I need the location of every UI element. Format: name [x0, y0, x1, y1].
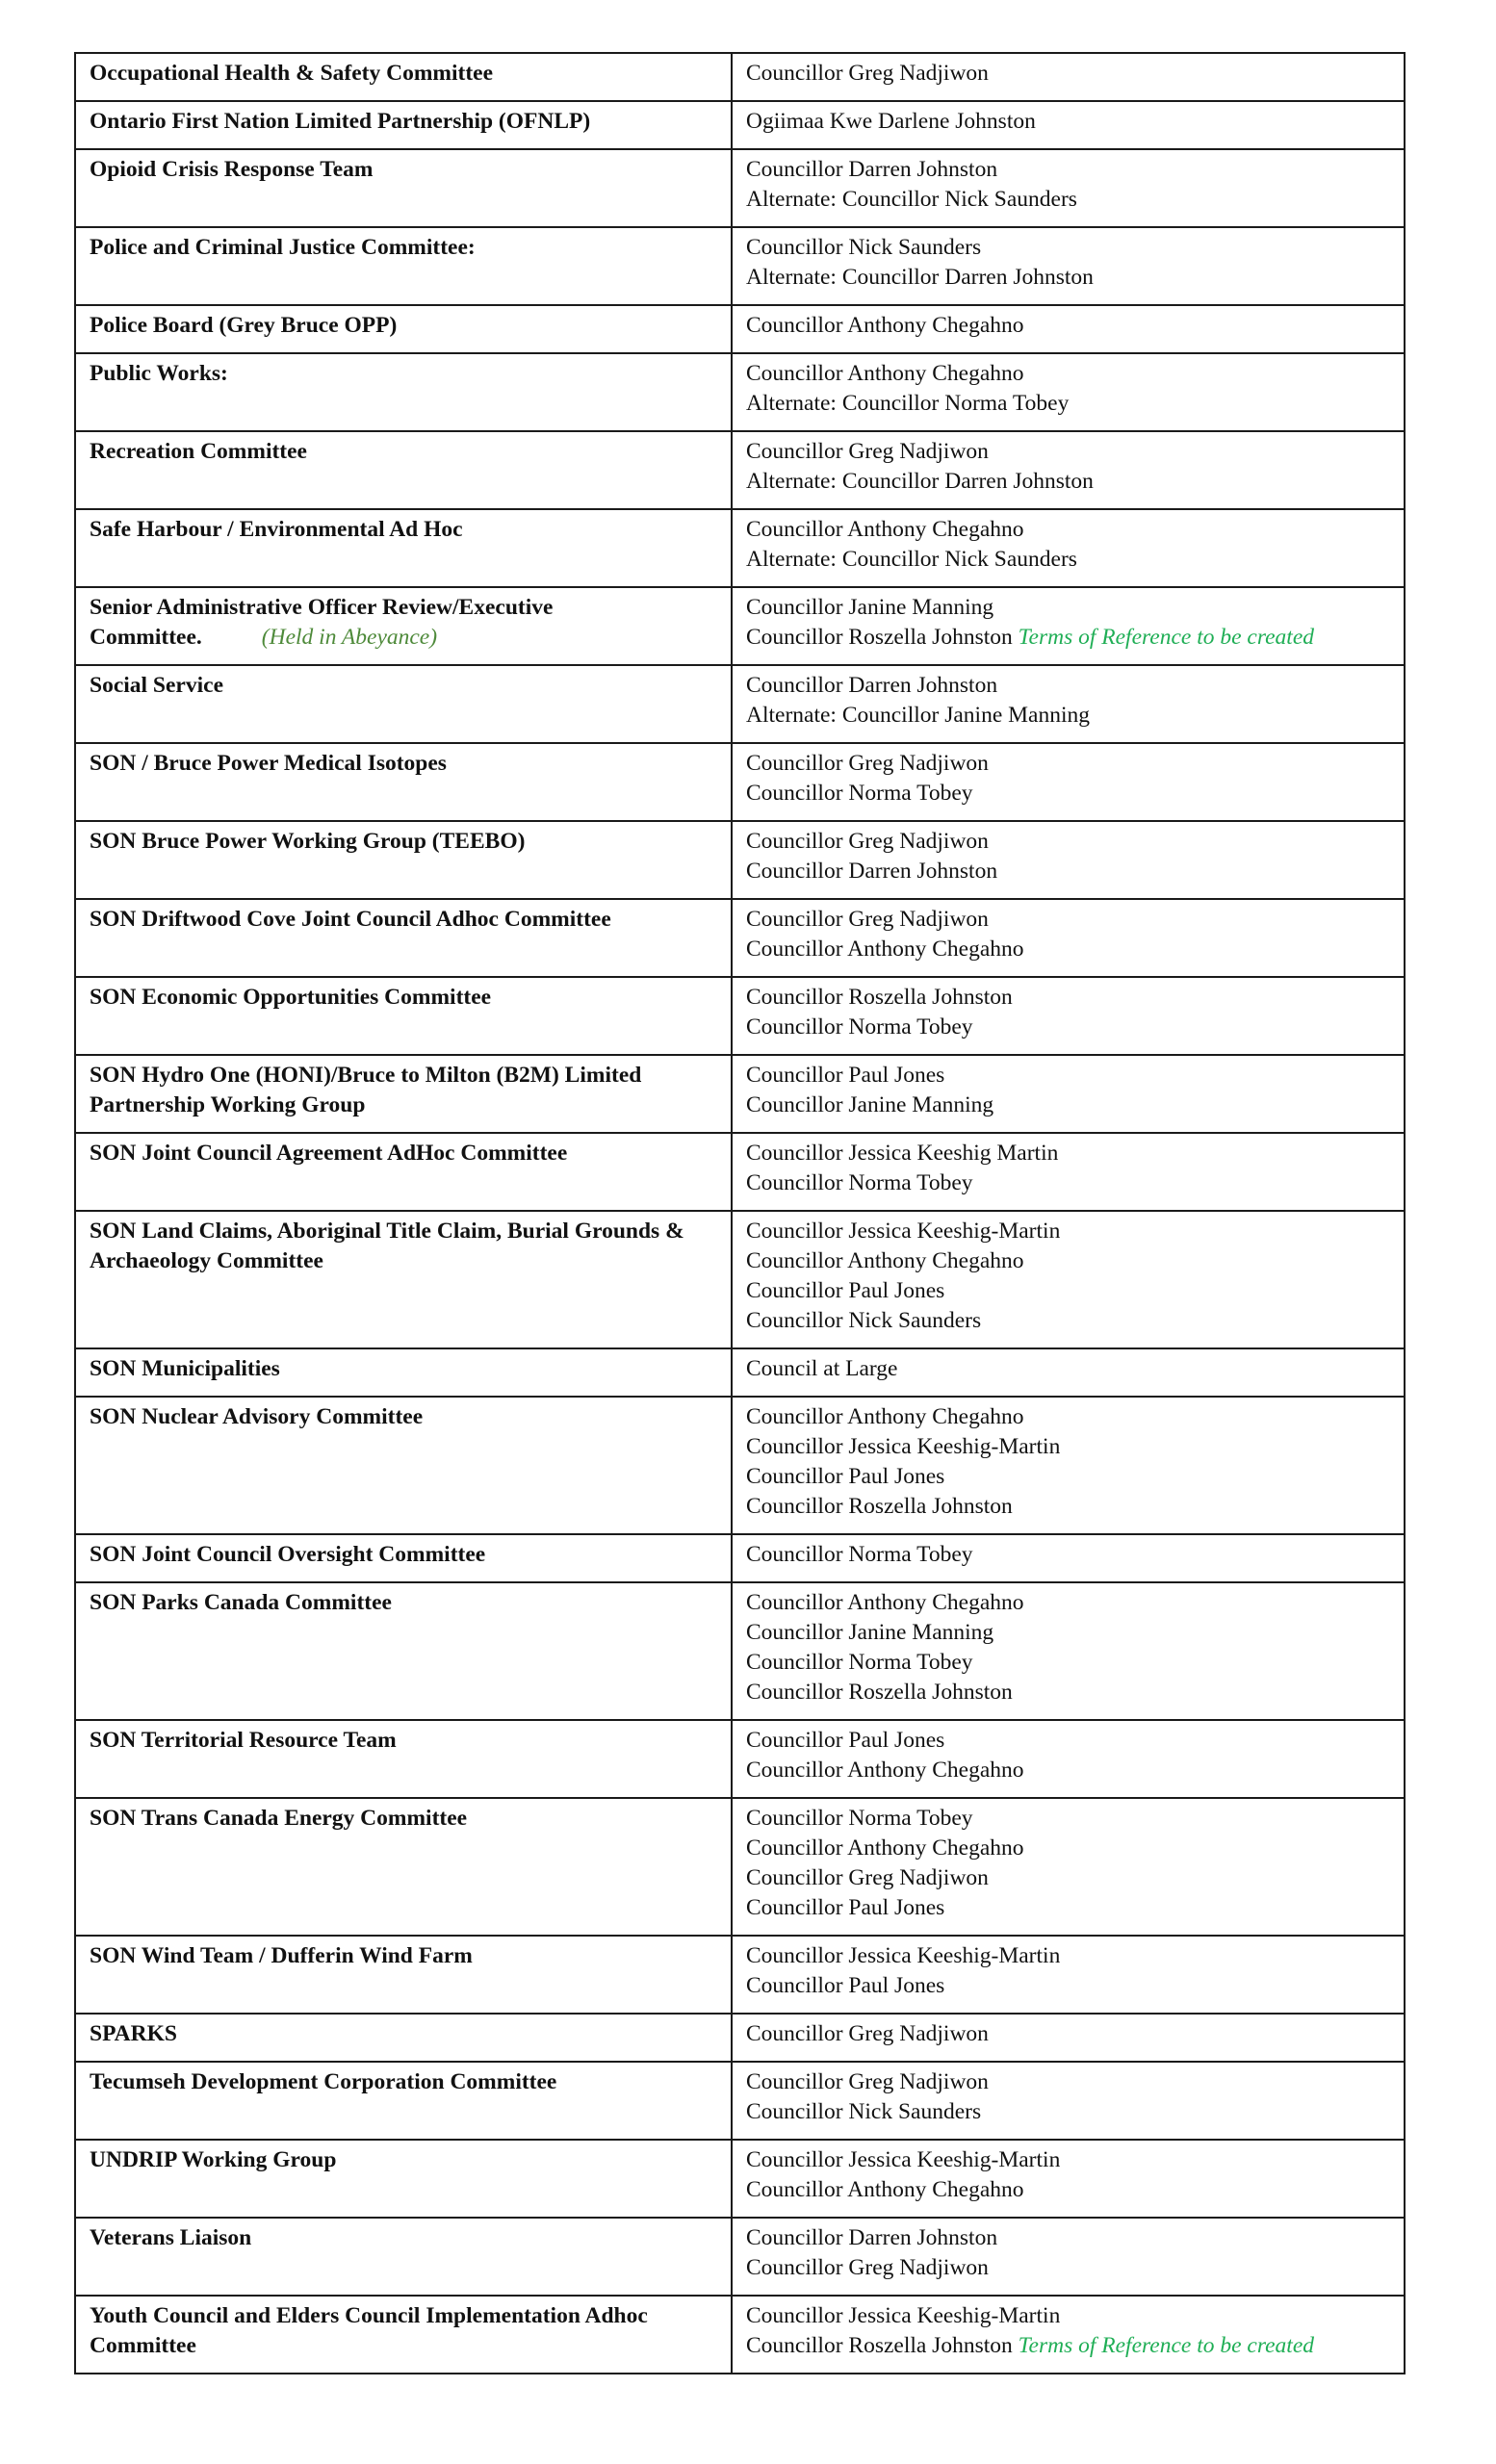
committee-name: SON Parks Canada Committee: [75, 1582, 732, 1720]
member: Councillor Greg Nadjiwon: [746, 2255, 989, 2280]
member: Councillor Darren Johnston: [746, 157, 998, 182]
table-row: [75, 431, 1405, 509]
committee-name: Police Board (Grey Bruce OPP): [75, 305, 732, 353]
committee-members: [732, 587, 1405, 665]
committee-name-line: [90, 623, 719, 653]
member: Councillor Anthony Chegahno: [746, 937, 1024, 962]
member: Councillor Jessica Keeshig-Martin: [746, 1219, 1061, 1244]
terms-of-reference-note: Terms of Reference to be created: [1018, 625, 1315, 650]
table-row: [75, 1348, 1405, 1397]
member: Councillor Greg Nadjiwon: [746, 829, 989, 854]
member: Alternate: Councillor Nick Saunders: [746, 187, 1077, 212]
committee-name: Veterans Liaison: [75, 2218, 732, 2296]
committee-name: Occupational Health & Safety Committee: [75, 53, 732, 101]
committee-name: Social Service: [75, 665, 732, 743]
committee-members: [732, 1720, 1405, 1798]
committee-members: [732, 2062, 1405, 2140]
member: Councillor Greg Nadjiwon: [746, 61, 989, 86]
member: Councillor Norma Tobey: [746, 1170, 973, 1195]
table-row: [75, 1133, 1405, 1211]
committee-members: [732, 2140, 1405, 2218]
member: Councillor Darren Johnston: [746, 859, 998, 884]
committee-name: Police and Criminal Justice Committee:: [75, 227, 732, 305]
table-row: [75, 1720, 1405, 1798]
member: Councillor Anthony Chegahno: [746, 1248, 1024, 1273]
committee-members: [732, 2296, 1405, 2374]
committee-name: UNDRIP Working Group: [75, 2140, 732, 2218]
table-row: [75, 1055, 1405, 1133]
committee-name-line: Senior Administrative Officer Review/Executive: [90, 595, 554, 620]
member: Councillor Greg Nadjiwon: [746, 907, 989, 932]
member: Councillor Janine Manning: [746, 1620, 994, 1645]
table-row: [75, 1397, 1405, 1534]
committee-name: Ontario First Nation Limited Partnership (OFNLP): [75, 101, 732, 149]
member: Councillor Darren Johnston: [746, 673, 998, 698]
committee-name: SPARKS: [75, 2014, 732, 2062]
member: Councillor Nick Saunders: [746, 1308, 982, 1333]
member: Councillor Anthony Chegahno: [746, 1758, 1024, 1783]
member: Councillor Roszella Johnston: [746, 1680, 1013, 1705]
committee-members: [732, 1133, 1405, 1211]
member: Councillor Norma Tobey: [746, 1650, 973, 1675]
committee-name: SON Municipalities: [75, 1348, 732, 1397]
committee-name: SON Trans Canada Energy Committee: [75, 1798, 732, 1936]
committee-members: [732, 1055, 1405, 1133]
terms-of-reference-note: Terms of Reference to be created: [1018, 2333, 1315, 2358]
committee-members: [732, 353, 1405, 431]
member: Councillor Paul Jones: [746, 1063, 945, 1088]
table-row: [75, 1936, 1405, 2014]
member: Councillor Roszella Johnston: [746, 2333, 1013, 2358]
member-with-note: [746, 2331, 1392, 2361]
member: Councillor Roszella Johnston: [746, 1494, 1013, 1519]
committee-name-line-text: Committee.: [90, 625, 202, 650]
committee-members: [732, 1397, 1405, 1534]
committee-name: SON Territorial Resource Team: [75, 1720, 732, 1798]
table-row: [75, 665, 1405, 743]
table-row: [75, 1211, 1405, 1348]
committee-name: Safe Harbour / Environmental Ad Hoc: [75, 509, 732, 587]
member: Councillor Anthony Chegahno: [746, 1835, 1024, 1861]
committee-members: [732, 2014, 1405, 2062]
document-page: [74, 52, 1406, 2374]
committee-members: [732, 431, 1405, 509]
member: Councillor Anthony Chegahno: [746, 2177, 1024, 2202]
member: Alternate: Councillor Janine Manning: [746, 703, 1090, 728]
member: Councillor Greg Nadjiwon: [746, 751, 989, 776]
committee-name: SON Land Claims, Aboriginal Title Claim, Burial Grounds & Archaeology Committee: [75, 1211, 732, 1348]
committee-members: [732, 1582, 1405, 1720]
committee-members: [732, 305, 1405, 353]
committee-members: [732, 2218, 1405, 2296]
abeyance-note: (Held in Abeyance): [261, 625, 438, 650]
member: Alternate: Councillor Darren Johnston: [746, 469, 1094, 494]
table-row: [75, 2218, 1405, 2296]
committee-members: [732, 1936, 1405, 2014]
member: Councillor Jessica Keeshig-Martin: [746, 2303, 1061, 2328]
member: Councillor Darren Johnston: [746, 2225, 998, 2250]
table-row: [75, 227, 1405, 305]
committee-name: SON / Bruce Power Medical Isotopes: [75, 743, 732, 821]
member: Councillor Greg Nadjiwon: [746, 1865, 989, 1890]
table-row: [75, 821, 1405, 899]
member: Councillor Anthony Chegahno: [746, 1590, 1024, 1615]
table-row: [75, 509, 1405, 587]
member: Councillor Paul Jones: [746, 1895, 945, 1920]
member: Councillor Jessica Keeshig-Martin: [746, 1434, 1061, 1459]
table-row: [75, 2296, 1405, 2374]
table-row: [75, 1798, 1405, 1936]
committee-name: SON Economic Opportunities Committee: [75, 977, 732, 1055]
member: Councillor Jessica Keeshig-Martin: [746, 1943, 1061, 1968]
member: Councillor Jessica Keeshig-Martin: [746, 2147, 1061, 2172]
committee-name: Tecumseh Development Corporation Committee: [75, 2062, 732, 2140]
member: Council at Large: [746, 1356, 898, 1381]
committee-members: [732, 149, 1405, 227]
committee-members: [732, 1348, 1405, 1397]
committee-members: [732, 977, 1405, 1055]
table-row: [75, 353, 1405, 431]
table-row: [75, 587, 1405, 665]
member: Councillor Norma Tobey: [746, 1806, 973, 1831]
table-row: [75, 101, 1405, 149]
member: Ogiimaa Kwe Darlene Johnston: [746, 109, 1036, 134]
member: Councillor Norma Tobey: [746, 781, 973, 806]
member: Councillor Paul Jones: [746, 1278, 945, 1303]
table-row: [75, 2014, 1405, 2062]
committee-members: [732, 53, 1405, 101]
committee-name: SON Hydro One (HONI)/Bruce to Milton (B2M) Limited Partnership Working Group: [75, 1055, 732, 1133]
member: Alternate: Councillor Norma Tobey: [746, 391, 1070, 416]
committee-name: Youth Council and Elders Council Implementation Adhoc Committee: [75, 2296, 732, 2374]
member: Councillor Janine Manning: [746, 1092, 994, 1117]
committee-name: Recreation Committee: [75, 431, 732, 509]
table-row: [75, 977, 1405, 1055]
committee-name: SON Bruce Power Working Group (TEEBO): [75, 821, 732, 899]
committee-name: SON Nuclear Advisory Committee: [75, 1397, 732, 1534]
member: Councillor Anthony Chegahno: [746, 1404, 1024, 1429]
table-row: [75, 53, 1405, 101]
table-row: [75, 743, 1405, 821]
committee-members: [732, 101, 1405, 149]
member: Councillor Jessica Keeshig Martin: [746, 1141, 1059, 1166]
committee-name: SON Wind Team / Dufferin Wind Farm: [75, 1936, 732, 2014]
member: Councillor Norma Tobey: [746, 1014, 973, 1040]
member: Councillor Greg Nadjiwon: [746, 2069, 989, 2094]
committee-name: SON Joint Council Agreement AdHoc Committee: [75, 1133, 732, 1211]
member: Councillor Nick Saunders: [746, 2099, 982, 2124]
committee-name: Opioid Crisis Response Team: [75, 149, 732, 227]
committee-members: [732, 509, 1405, 587]
member: Alternate: Councillor Nick Saunders: [746, 547, 1077, 572]
committee-name: SON Joint Council Oversight Committee: [75, 1534, 732, 1582]
member: Councillor Roszella Johnston: [746, 625, 1013, 650]
committee-members: [732, 1211, 1405, 1348]
committee-assignments-table: [74, 52, 1406, 2374]
committee-members: [732, 1534, 1405, 1582]
committee-name: [75, 587, 732, 665]
member: Councillor Paul Jones: [746, 1464, 945, 1489]
member: Councillor Greg Nadjiwon: [746, 439, 989, 464]
member: Alternate: Councillor Darren Johnston: [746, 265, 1094, 290]
committee-members: [732, 1798, 1405, 1936]
table-row: [75, 305, 1405, 353]
member: Councillor Greg Nadjiwon: [746, 2021, 989, 2046]
member: Councillor Paul Jones: [746, 1728, 945, 1753]
table-row: [75, 1534, 1405, 1582]
member: Councillor Paul Jones: [746, 1973, 945, 1998]
committee-members: [732, 899, 1405, 977]
committee-members: [732, 665, 1405, 743]
member: Councillor Anthony Chegahno: [746, 313, 1024, 338]
member: Councillor Norma Tobey: [746, 1542, 973, 1567]
table-row: [75, 149, 1405, 227]
member: Councillor Roszella Johnston: [746, 985, 1013, 1010]
member: Councillor Nick Saunders: [746, 235, 982, 260]
committee-name: Public Works:: [75, 353, 732, 431]
committee-members: [732, 227, 1405, 305]
table-row: [75, 2140, 1405, 2218]
committee-name: SON Driftwood Cove Joint Council Adhoc Committee: [75, 899, 732, 977]
committee-members: [732, 743, 1405, 821]
member-with-note: [746, 623, 1392, 653]
table-row: [75, 1582, 1405, 1720]
committee-members: [732, 821, 1405, 899]
table-row: [75, 899, 1405, 977]
member: Councillor Anthony Chegahno: [746, 361, 1024, 386]
member: Councillor Anthony Chegahno: [746, 517, 1024, 542]
member: Councillor Janine Manning: [746, 595, 994, 620]
table-row: [75, 2062, 1405, 2140]
